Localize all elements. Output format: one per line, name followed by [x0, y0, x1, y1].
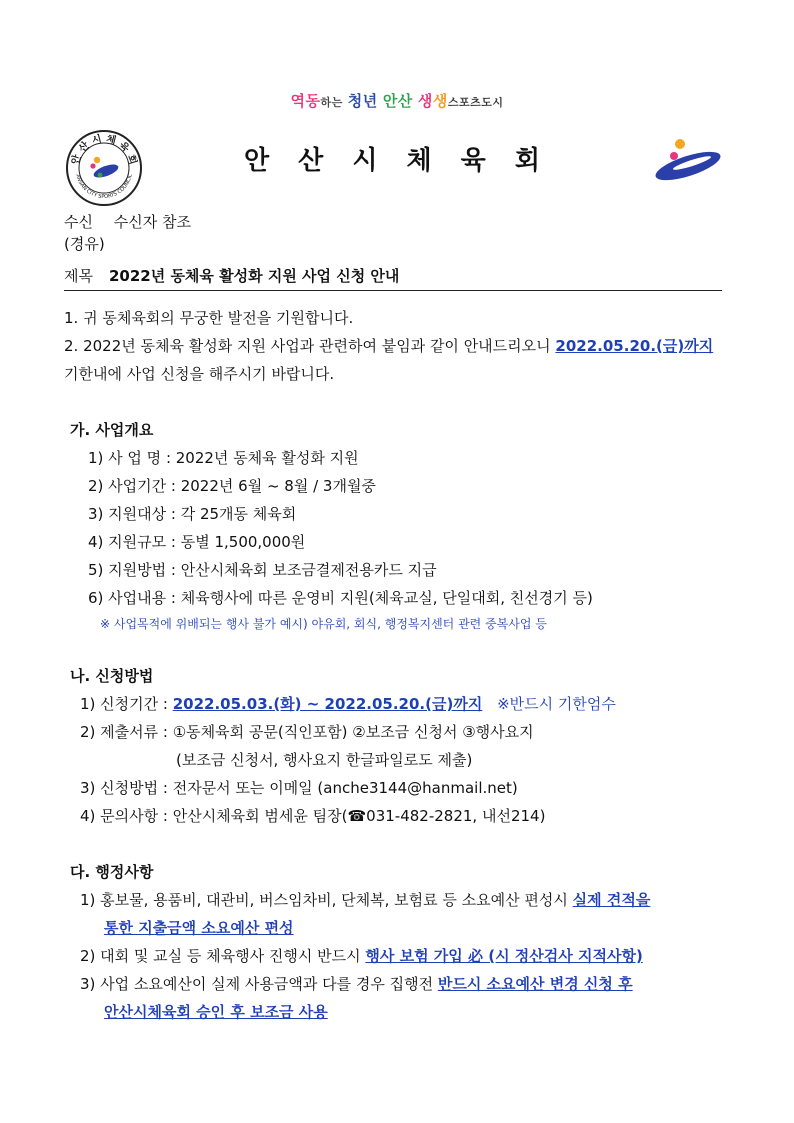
seal-subtext: ANSAN CITY SPORTS COUNCIL [74, 173, 134, 201]
overview-item: 2) 사업기간 : 2022년 6월 ~ 8월 / 3개월중 [88, 477, 376, 495]
slogan-part: 안산 [382, 92, 413, 110]
slogan-part: 생 [432, 92, 448, 110]
administration-item-2-emphasis: 행사 보험 가입 必 (시 정산검사 지적사항) [365, 947, 643, 965]
administration-item-3-continued [104, 1002, 328, 1022]
subject-divider [64, 290, 722, 291]
required-documents: 2) 제출서류 : ①동체육회 공문(직인포함) ②보조금 신청서 ③행사요지 [80, 723, 534, 741]
administration-item-1-emphasis: 실제 견적을 [572, 891, 651, 909]
slogan-part: 역동 [290, 92, 321, 110]
application-period-label: 1) 신청기간 : [80, 695, 168, 713]
application-period-line [80, 694, 616, 714]
intro-paragraph-2-text: 2. 2022년 동체육 활성화 지원 사업과 관련하여 붙임과 같이 안내드리오니 [64, 337, 551, 355]
section-heading-administration: 다. 행정사항 [70, 863, 154, 881]
section-heading-application: 나. 신청방법 [70, 667, 154, 685]
slogan-part: 청년 [347, 92, 378, 110]
administration-item-2 [80, 946, 643, 966]
required-documents-note: (보조금 신청서, 행사요지 한글파일로도 제출) [176, 751, 473, 769]
overview-item: 5) 지원방법 : 안산시체육회 보조금결제전용카드 지급 [88, 561, 437, 579]
overview-item: 3) 지원대상 : 각 25개동 체육회 [88, 505, 297, 523]
overview-item: 6) 사업내용 : 체육행사에 따른 운영비 지원(체육교실, 단일대회, 친선경기 등) [88, 589, 593, 607]
subject-value: 2022년 동체육 활성화 지원 사업 신청 안내 [108, 267, 400, 285]
slogan-part: 생 [417, 92, 433, 110]
application-deadline: 2022.05.20.(금)까지 [555, 337, 714, 355]
subject-line [64, 266, 399, 286]
overview-item: 1) 사 업 명 : 2022년 동체육 활성화 지원 [88, 449, 359, 467]
slogan [0, 90, 794, 111]
recipient-line [64, 212, 191, 232]
organization-title: 안 산 시 체 육 회 [244, 146, 550, 176]
association-emblem-logo [648, 134, 724, 190]
application-method: 3) 신청방법 : 전자문서 또는 이메일 (anche3144@hanmail.net) [80, 779, 518, 797]
subject-label: 제목 [64, 267, 93, 285]
deadline-note: ※반드시 기한엄수 [497, 695, 616, 713]
slogan-part: 스포츠도시 [447, 96, 504, 109]
administration-item-3-text: 3) 사업 소요예산이 실제 사용금액과 다를 경우 집행전 [80, 975, 434, 993]
administration-item-1-continued [104, 918, 294, 938]
administration-item-1-text: 1) 홍보물, 용품비, 대관비, 버스임차비, 단체복, 보험료 등 소요예산 편성시 [80, 891, 568, 909]
overview-note: ※ 사업목적에 위배되는 행사 불가 예시) 야유회, 회식, 행정복지센터 관련 중복사업 등 [100, 617, 547, 631]
administration-item-2-text: 2) 대회 및 교실 등 체육행사 진행시 반드시 [80, 947, 361, 965]
inquiry-contact: 4) 문의사항 : 안산시체육회 범세윤 팀장(☎031-482-2821, 내선214) [80, 807, 546, 825]
overview-item: 4) 지원규모 : 동별 1,500,000원 [88, 533, 306, 551]
intro-paragraph-2 [64, 336, 713, 356]
administration-item-3-emphasis: 반드시 소요예산 변경 신청 후 [437, 975, 633, 993]
intro-paragraph-2-continued: 기한내에 사업 신청을 해주시기 바랍니다. [64, 365, 335, 383]
slogan-part: 하는 [320, 96, 343, 109]
administration-item-3 [80, 974, 633, 994]
administration-item-1-emphasis-continued: 통한 지출금액 소요예산 편성 [104, 919, 294, 937]
via-label: (경유) [64, 235, 105, 253]
recipient-label: 수신 [64, 213, 93, 231]
section-heading-overview: 가. 사업개요 [70, 421, 154, 439]
recipient-value: 수신자 참조 [113, 213, 191, 231]
administration-item-3-emphasis-continued: 안산시체육회 승인 후 보조금 사용 [104, 1003, 328, 1021]
application-period: 2022.05.03.(화) ~ 2022.05.20.(금)까지 [172, 695, 483, 713]
seal-text: 안 산 시 체 육 회 [70, 133, 138, 166]
administration-item-1 [80, 890, 650, 910]
intro-paragraph-1: 1. 귀 동체육회의 무궁한 발전을 기원합니다. [64, 309, 354, 327]
